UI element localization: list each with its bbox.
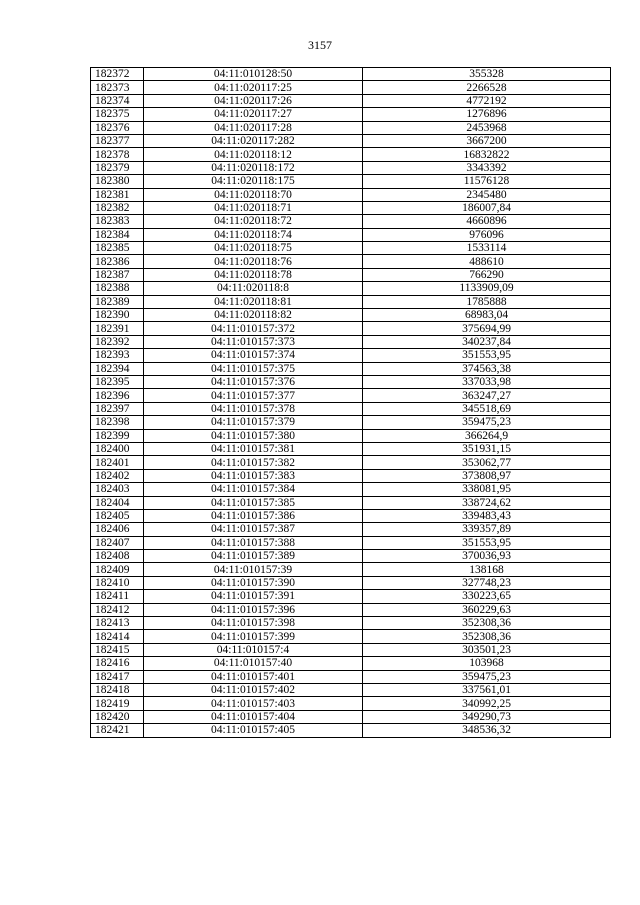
table-row bbox=[91, 389, 611, 402]
cadastral-value-cell: 339357,89 bbox=[363, 523, 611, 536]
table-row bbox=[91, 94, 611, 107]
table-row bbox=[91, 536, 611, 549]
table-row bbox=[91, 442, 611, 455]
row-number-cell: 182387 bbox=[91, 268, 144, 281]
table-row bbox=[91, 670, 611, 683]
cadastral-number-cell: 04:11:010157:4 bbox=[144, 643, 363, 656]
table-row bbox=[91, 683, 611, 696]
row-number-cell: 182372 bbox=[91, 68, 144, 81]
cadastral-value-cell: 351931,15 bbox=[363, 442, 611, 455]
cadastral-value-cell: 355328 bbox=[363, 68, 611, 81]
table-row bbox=[91, 188, 611, 201]
cadastral-number-cell: 04:11:020118:76 bbox=[144, 255, 363, 268]
cadastral-number-cell: 04:11:010157:405 bbox=[144, 724, 363, 737]
row-number-cell: 182382 bbox=[91, 201, 144, 214]
cadastral-number-cell: 04:11:010157:376 bbox=[144, 375, 363, 388]
table-row bbox=[91, 228, 611, 241]
cadastral-value-cell: 359475,23 bbox=[363, 670, 611, 683]
cadastral-number-cell: 04:11:010157:379 bbox=[144, 416, 363, 429]
cadastral-number-cell: 04:11:010157:375 bbox=[144, 362, 363, 375]
table-row bbox=[91, 309, 611, 322]
cadastral-value-cell: 348536,32 bbox=[363, 724, 611, 737]
cadastral-value-cell: 11576128 bbox=[363, 175, 611, 188]
row-number-cell: 182412 bbox=[91, 603, 144, 616]
row-number-cell: 182419 bbox=[91, 697, 144, 710]
cadastral-number-cell: 04:11:010157:40 bbox=[144, 657, 363, 670]
cadastral-value-cell: 186007,84 bbox=[363, 201, 611, 214]
cadastral-number-cell: 04:11:020118:12 bbox=[144, 148, 363, 161]
row-number-cell: 182385 bbox=[91, 242, 144, 255]
table-row bbox=[91, 469, 611, 482]
cadastral-value-cell: 103968 bbox=[363, 657, 611, 670]
row-number-cell: 182406 bbox=[91, 523, 144, 536]
cadastral-number-cell: 04:11:010157:377 bbox=[144, 389, 363, 402]
row-number-cell: 182380 bbox=[91, 175, 144, 188]
row-number-cell: 182407 bbox=[91, 536, 144, 549]
row-number-cell: 182409 bbox=[91, 563, 144, 576]
cadastral-number-cell: 04:11:020118:72 bbox=[144, 215, 363, 228]
table-row bbox=[91, 643, 611, 656]
cadastral-number-cell: 04:11:010157:398 bbox=[144, 617, 363, 630]
table-row bbox=[91, 375, 611, 388]
cadastral-number-cell: 04:11:010157:403 bbox=[144, 697, 363, 710]
table-row bbox=[91, 349, 611, 362]
row-number-cell: 182415 bbox=[91, 643, 144, 656]
cadastral-number-cell: 04:11:010157:391 bbox=[144, 590, 363, 603]
cadastral-number-cell: 04:11:020117:25 bbox=[144, 81, 363, 94]
table-row bbox=[91, 576, 611, 589]
cadastral-value-cell: 138168 bbox=[363, 563, 611, 576]
row-number-cell: 182378 bbox=[91, 148, 144, 161]
cadastral-value-cell: 976096 bbox=[363, 228, 611, 241]
cadastral-number-cell: 04:11:010157:384 bbox=[144, 483, 363, 496]
cadastral-value-cell: 330223,65 bbox=[363, 590, 611, 603]
cadastral-value-cell: 1133909,09 bbox=[363, 282, 611, 295]
row-number-cell: 182420 bbox=[91, 710, 144, 723]
row-number-cell: 182384 bbox=[91, 228, 144, 241]
row-number-cell: 182397 bbox=[91, 402, 144, 415]
row-number-cell: 182402 bbox=[91, 469, 144, 482]
table-row bbox=[91, 590, 611, 603]
cadastral-number-cell: 04:11:010157:378 bbox=[144, 402, 363, 415]
table-row bbox=[91, 68, 611, 81]
cadastral-value-cell: 2345480 bbox=[363, 188, 611, 201]
cadastral-number-cell: 04:11:020118:74 bbox=[144, 228, 363, 241]
row-number-cell: 182396 bbox=[91, 389, 144, 402]
row-number-cell: 182392 bbox=[91, 335, 144, 348]
cadastral-number-cell: 04:11:010157:372 bbox=[144, 322, 363, 335]
cadastral-number-cell: 04:11:020118:172 bbox=[144, 161, 363, 174]
table-row bbox=[91, 710, 611, 723]
cadastral-value-cell: 352308,36 bbox=[363, 630, 611, 643]
cadastral-value-cell: 2266528 bbox=[363, 81, 611, 94]
row-number-cell: 182395 bbox=[91, 375, 144, 388]
table-row bbox=[91, 630, 611, 643]
cadastral-number-cell: 04:11:020118:82 bbox=[144, 309, 363, 322]
row-number-cell: 182373 bbox=[91, 81, 144, 94]
row-number-cell: 182389 bbox=[91, 295, 144, 308]
row-number-cell: 182376 bbox=[91, 121, 144, 134]
cadastral-value-cell: 352308,36 bbox=[363, 617, 611, 630]
table-row bbox=[91, 215, 611, 228]
table-row bbox=[91, 255, 611, 268]
row-number-cell: 182377 bbox=[91, 134, 144, 147]
cadastral-number-cell: 04:11:010157:396 bbox=[144, 603, 363, 616]
row-number-cell: 182374 bbox=[91, 94, 144, 107]
cadastral-value-cell: 353062,77 bbox=[363, 456, 611, 469]
cadastral-number-cell: 04:11:010157:385 bbox=[144, 496, 363, 509]
registry-table-body bbox=[91, 68, 611, 738]
row-number-cell: 182393 bbox=[91, 349, 144, 362]
table-row bbox=[91, 108, 611, 121]
cadastral-number-cell: 04:11:020118:175 bbox=[144, 175, 363, 188]
row-number-cell: 182404 bbox=[91, 496, 144, 509]
table-row bbox=[91, 416, 611, 429]
table-row bbox=[91, 201, 611, 214]
cadastral-value-cell: 373808,97 bbox=[363, 469, 611, 482]
row-number-cell: 182411 bbox=[91, 590, 144, 603]
cadastral-number-cell: 04:11:010157:390 bbox=[144, 576, 363, 589]
cadastral-value-cell: 488610 bbox=[363, 255, 611, 268]
cadastral-value-cell: 338081,95 bbox=[363, 483, 611, 496]
cadastral-number-cell: 04:11:020117:282 bbox=[144, 134, 363, 147]
cadastral-value-cell: 375694,99 bbox=[363, 322, 611, 335]
row-number-cell: 182414 bbox=[91, 630, 144, 643]
cadastral-number-cell: 04:11:020118:78 bbox=[144, 268, 363, 281]
cadastral-value-cell: 1533114 bbox=[363, 242, 611, 255]
cadastral-number-cell: 04:11:010128:50 bbox=[144, 68, 363, 81]
cadastral-number-cell: 04:11:010157:404 bbox=[144, 710, 363, 723]
row-number-cell: 182383 bbox=[91, 215, 144, 228]
table-row bbox=[91, 335, 611, 348]
cadastral-value-cell: 327748,23 bbox=[363, 576, 611, 589]
row-number-cell: 182418 bbox=[91, 683, 144, 696]
row-number-cell: 182403 bbox=[91, 483, 144, 496]
row-number-cell: 182379 bbox=[91, 161, 144, 174]
table-row bbox=[91, 134, 611, 147]
cadastral-number-cell: 04:11:010157:388 bbox=[144, 536, 363, 549]
cadastral-number-cell: 04:11:020118:81 bbox=[144, 295, 363, 308]
cadastral-value-cell: 338724,62 bbox=[363, 496, 611, 509]
cadastral-number-cell: 04:11:010157:399 bbox=[144, 630, 363, 643]
cadastral-value-cell: 4772192 bbox=[363, 94, 611, 107]
cadastral-number-cell: 04:11:010157:387 bbox=[144, 523, 363, 536]
cadastral-value-cell: 766290 bbox=[363, 268, 611, 281]
cadastral-number-cell: 04:11:020118:70 bbox=[144, 188, 363, 201]
cadastral-value-cell: 1276896 bbox=[363, 108, 611, 121]
table-row bbox=[91, 523, 611, 536]
row-number-cell: 182421 bbox=[91, 724, 144, 737]
cadastral-value-cell: 337561,01 bbox=[363, 683, 611, 696]
row-number-cell: 182388 bbox=[91, 282, 144, 295]
cadastral-value-cell: 340237,84 bbox=[363, 335, 611, 348]
row-number-cell: 182390 bbox=[91, 309, 144, 322]
row-number-cell: 182416 bbox=[91, 657, 144, 670]
cadastral-value-cell: 366264,9 bbox=[363, 429, 611, 442]
table-row bbox=[91, 161, 611, 174]
table-row bbox=[91, 456, 611, 469]
cadastral-number-cell: 04:11:020117:28 bbox=[144, 121, 363, 134]
cadastral-number-cell: 04:11:010157:401 bbox=[144, 670, 363, 683]
table-row bbox=[91, 617, 611, 630]
cadastral-value-cell: 340992,25 bbox=[363, 697, 611, 710]
row-number-cell: 182417 bbox=[91, 670, 144, 683]
table-row bbox=[91, 322, 611, 335]
cadastral-value-cell: 359475,23 bbox=[363, 416, 611, 429]
row-number-cell: 182405 bbox=[91, 509, 144, 522]
table-row bbox=[91, 429, 611, 442]
table-row bbox=[91, 724, 611, 737]
cadastral-value-cell: 2453968 bbox=[363, 121, 611, 134]
row-number-cell: 182408 bbox=[91, 550, 144, 563]
row-number-cell: 182398 bbox=[91, 416, 144, 429]
table-row bbox=[91, 148, 611, 161]
cadastral-value-cell: 351553,95 bbox=[363, 349, 611, 362]
table-row bbox=[91, 362, 611, 375]
row-number-cell: 182401 bbox=[91, 456, 144, 469]
cadastral-number-cell: 04:11:010157:380 bbox=[144, 429, 363, 442]
table-row bbox=[91, 295, 611, 308]
cadastral-number-cell: 04:11:020118:8 bbox=[144, 282, 363, 295]
table-row bbox=[91, 242, 611, 255]
table-row bbox=[91, 657, 611, 670]
cadastral-value-cell: 345518,69 bbox=[363, 402, 611, 415]
cadastral-value-cell: 349290,73 bbox=[363, 710, 611, 723]
cadastral-number-cell: 04:11:010157:402 bbox=[144, 683, 363, 696]
row-number-cell: 182394 bbox=[91, 362, 144, 375]
row-number-cell: 182413 bbox=[91, 617, 144, 630]
table-row bbox=[91, 483, 611, 496]
cadastral-number-cell: 04:11:020117:27 bbox=[144, 108, 363, 121]
table-row bbox=[91, 268, 611, 281]
cadastral-value-cell: 16832822 bbox=[363, 148, 611, 161]
row-number-cell: 182381 bbox=[91, 188, 144, 201]
row-number-cell: 182399 bbox=[91, 429, 144, 442]
table-row bbox=[91, 563, 611, 576]
cadastral-value-cell: 374563,38 bbox=[363, 362, 611, 375]
table-row bbox=[91, 175, 611, 188]
cadastral-number-cell: 04:11:010157:381 bbox=[144, 442, 363, 455]
cadastral-value-cell: 303501,23 bbox=[363, 643, 611, 656]
row-number-cell: 182391 bbox=[91, 322, 144, 335]
row-number-cell: 182410 bbox=[91, 576, 144, 589]
table-row bbox=[91, 509, 611, 522]
cadastral-number-cell: 04:11:020118:75 bbox=[144, 242, 363, 255]
cadastral-number-cell: 04:11:010157:382 bbox=[144, 456, 363, 469]
cadastral-number-cell: 04:11:010157:389 bbox=[144, 550, 363, 563]
table-row bbox=[91, 81, 611, 94]
page-number: 3157 bbox=[308, 38, 332, 52]
cadastral-number-cell: 04:11:010157:386 bbox=[144, 509, 363, 522]
row-number-cell: 182375 bbox=[91, 108, 144, 121]
cadastral-value-cell: 3343392 bbox=[363, 161, 611, 174]
row-number-cell: 182400 bbox=[91, 442, 144, 455]
cadastral-value-cell: 4660896 bbox=[363, 215, 611, 228]
cadastral-value-cell: 3667200 bbox=[363, 134, 611, 147]
cadastral-number-cell: 04:11:020118:71 bbox=[144, 201, 363, 214]
cadastral-number-cell: 04:11:010157:39 bbox=[144, 563, 363, 576]
cadastral-number-cell: 04:11:010157:373 bbox=[144, 335, 363, 348]
cadastral-value-cell: 351553,95 bbox=[363, 536, 611, 549]
cadastral-number-cell: 04:11:010157:383 bbox=[144, 469, 363, 482]
table-row bbox=[91, 550, 611, 563]
table-row bbox=[91, 402, 611, 415]
cadastral-value-cell: 68983,04 bbox=[363, 309, 611, 322]
table-row bbox=[91, 603, 611, 616]
cadastral-value-cell: 360229,63 bbox=[363, 603, 611, 616]
table-row bbox=[91, 496, 611, 509]
table-row bbox=[91, 282, 611, 295]
row-number-cell: 182386 bbox=[91, 255, 144, 268]
cadastral-value-cell: 1785888 bbox=[363, 295, 611, 308]
table-row bbox=[91, 121, 611, 134]
cadastral-value-cell: 337033,98 bbox=[363, 375, 611, 388]
cadastral-number-cell: 04:11:020117:26 bbox=[144, 94, 363, 107]
registry-table bbox=[90, 67, 611, 738]
table-row bbox=[91, 697, 611, 710]
cadastral-value-cell: 339483,43 bbox=[363, 509, 611, 522]
cadastral-number-cell: 04:11:010157:374 bbox=[144, 349, 363, 362]
cadastral-value-cell: 363247,27 bbox=[363, 389, 611, 402]
cadastral-value-cell: 370036,93 bbox=[363, 550, 611, 563]
